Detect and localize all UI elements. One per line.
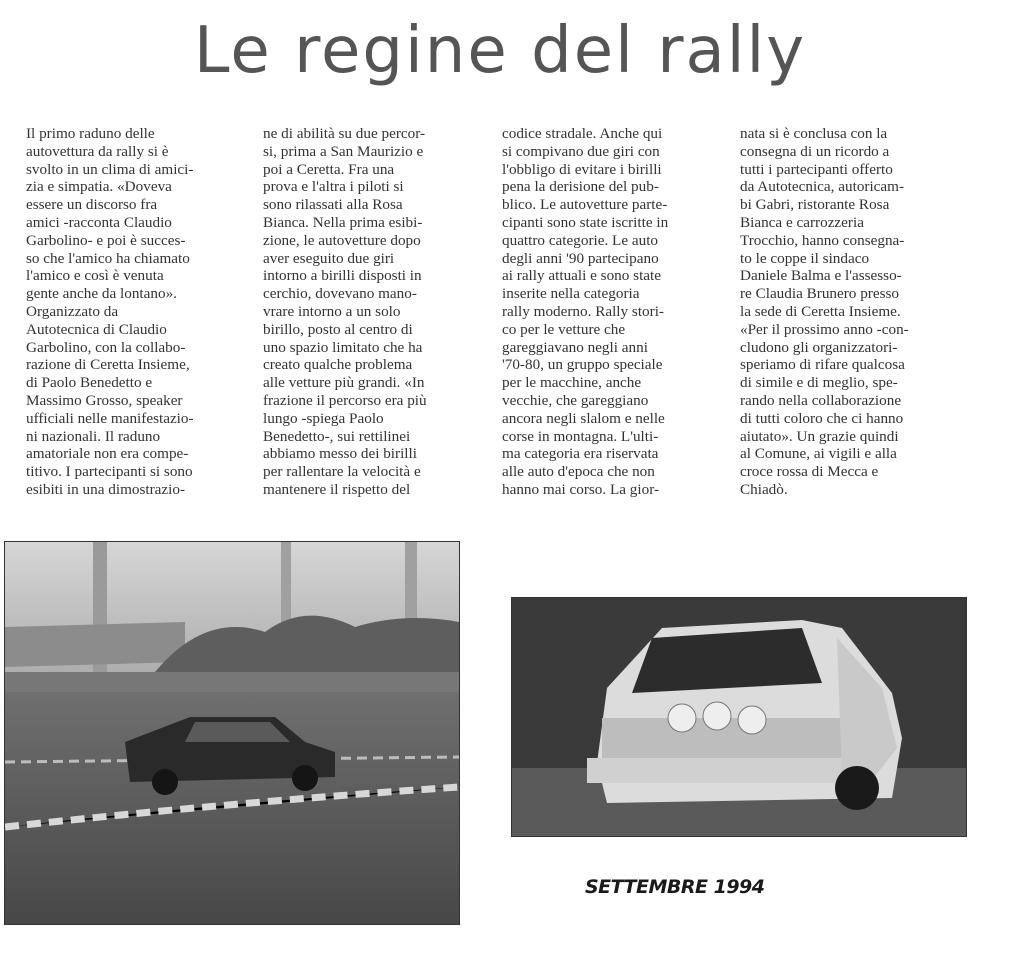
article-line: consegna di un ricordo a <box>740 142 890 160</box>
article-line: lungo -spiega Paolo <box>263 409 384 427</box>
article-line: to le coppe il sindaco <box>740 249 870 267</box>
article-line: Massimo Grosso, speaker <box>26 391 183 409</box>
article-line: co per le vetture che <box>502 320 626 338</box>
article-line: bi Gabri, ristorante Rosa <box>740 196 890 214</box>
article-line: Bianca. Nella prima esibi- <box>263 213 423 231</box>
article-line: di Paolo Benedetto e <box>26 374 153 392</box>
article-line: '70-80, un gruppo speciale <box>502 356 663 374</box>
article-line: Bianca e carrozzeria <box>740 213 864 231</box>
article-line: titivo. I partecipanti si sono <box>26 463 193 481</box>
article-line: cerchio, dovevano mano- <box>263 285 417 303</box>
article-line: zia e simpatia. «Doveva <box>26 178 172 196</box>
article-line: l'amico e così è venuta <box>26 267 164 285</box>
article-line: tutti i partecipanti offerto <box>740 160 893 178</box>
article-line: gareggiavano negli anni <box>502 338 648 356</box>
article-line: esibiti in una dimostrazio- <box>26 480 186 498</box>
article-line: intorno a birilli disposti in <box>263 267 422 285</box>
article-line: ne di abilità su due percor- <box>263 125 426 142</box>
article-line: vecchie, che gareggiano <box>502 391 649 409</box>
article-line: quattro categorie. Le auto <box>502 231 659 249</box>
photo-rally-car <box>511 597 967 837</box>
article-line: corse in montagna. L'ulti- <box>502 427 659 445</box>
article-line: prova e l'altra i piloti si <box>263 178 404 196</box>
article-line: autovettura da rally si è <box>26 142 169 160</box>
article-line: aiutato». Un grazie quindi <box>740 427 899 445</box>
article-column-3 <box>502 125 717 499</box>
article-line: per rallentare la velocità e <box>263 463 421 481</box>
article-line: di tutti coloro che ci hanno <box>740 409 904 427</box>
article-line: hanno mai corso. La gior- <box>502 480 660 498</box>
photo-classic-car <box>4 541 460 925</box>
photo-rally-car-image <box>512 598 966 836</box>
article-line: vrare intorno a un solo <box>263 302 401 320</box>
article-line: so che l'amico ha chiamato <box>26 249 190 267</box>
article-line: gente anche da lontano». <box>26 285 177 303</box>
article-line: «Per il prossimo anno -con- <box>740 320 909 338</box>
article-line: Garbolino- e poi è succes- <box>26 231 186 249</box>
article-line: Organizzato da <box>26 302 119 320</box>
article-line: poi a Ceretta. Fra una <box>263 160 395 178</box>
article-column-2 <box>263 125 478 499</box>
article-line: ancora negli slalom e nelle <box>502 409 665 427</box>
article-headline: Le regine del rally <box>193 14 807 88</box>
photo-classic-car-image <box>5 542 459 924</box>
article-line: abbiamo messo dei birilli <box>263 445 417 463</box>
article-line: ma categoria era riservata <box>502 445 659 463</box>
article-line: zione, le autovetture dopo <box>263 231 421 249</box>
article-line: croce rossa di Mecca e <box>740 463 879 481</box>
article-line: rally moderno. Rally stori- <box>502 302 664 320</box>
article-line: amici -racconta Claudio <box>26 213 172 231</box>
article-line: la sede di Ceretta Insieme. <box>740 302 901 320</box>
article-line: si compivano due giri con <box>502 142 660 160</box>
article-line: degli anni '90 partecipano <box>502 249 659 267</box>
article-line: Autotecnica di Claudio <box>26 320 167 338</box>
article-line: sono rilassati alla Rosa <box>263 196 403 214</box>
article-line: per le macchine, anche <box>502 374 642 392</box>
article-line: ni nazionali. Il raduno <box>26 427 161 445</box>
article-line: Il primo raduno delle <box>26 125 155 142</box>
article-line: Trocchio, hanno consegna- <box>740 231 905 249</box>
article-line: nata si è conclusa con la <box>740 125 888 142</box>
article-line: ai rally attuali e sono state <box>502 267 661 285</box>
article-line: essere un discorso fra <box>26 196 158 214</box>
article-line: rando nella collaborazione <box>740 391 902 409</box>
article-line: svolto in un clima di amici- <box>26 160 194 178</box>
article-line: alle vetture più grandi. «In <box>263 374 425 392</box>
article-line: speriamo di rifare qualcosa <box>740 356 905 374</box>
article-line: pena la derisione del pub- <box>502 178 659 196</box>
article-line: l'obbligo di evitare i birilli <box>502 160 662 178</box>
article-line: Chiadò. <box>740 480 788 498</box>
article-line: creato qualche problema <box>263 356 413 374</box>
article-column-1 <box>26 125 241 499</box>
article-line: amatoriale non era compe- <box>26 445 189 463</box>
article-line: cludono gli organizzatori- <box>740 338 898 356</box>
article-line: ufficiali nelle manifestazio- <box>26 409 194 427</box>
article-line: si, prima a San Maurizio e <box>263 142 424 160</box>
article-line: Garbolino, con la collabo- <box>26 338 186 356</box>
article-line: alle auto d'epoca che non <box>502 463 655 481</box>
article-line: re Claudia Brunero presso <box>740 285 900 303</box>
article-line: di simile e di meglio, spe- <box>740 374 898 392</box>
article-line: al Comune, ai vigili e alla <box>740 445 897 463</box>
date-stamp: SETTEMBRE 1994 <box>585 876 765 898</box>
article-line: Benedetto-, sui rettilinei <box>263 427 411 445</box>
article-line: da Autotecnica, autoricam- <box>740 178 905 196</box>
article-line: cipanti sono state iscritte in <box>502 213 669 231</box>
article-line: codice stradale. Anche qui <box>502 125 663 142</box>
article-line: uno spazio limitato che ha <box>263 338 423 356</box>
article-line: razione di Ceretta Insieme, <box>26 356 190 374</box>
article-line: frazione il percorso era più <box>263 391 427 409</box>
article-line: aver eseguito due giri <box>263 249 395 267</box>
article-line: blico. Le autovetture parte- <box>502 196 668 214</box>
article-line: inserite nella categoria <box>502 285 640 303</box>
article-column-4 <box>740 125 955 499</box>
article-line: mantenere il rispetto del <box>263 480 411 498</box>
article-line: Daniele Balma e l'assesso- <box>740 267 902 285</box>
article-line: birillo, posto al centro di <box>263 320 413 338</box>
